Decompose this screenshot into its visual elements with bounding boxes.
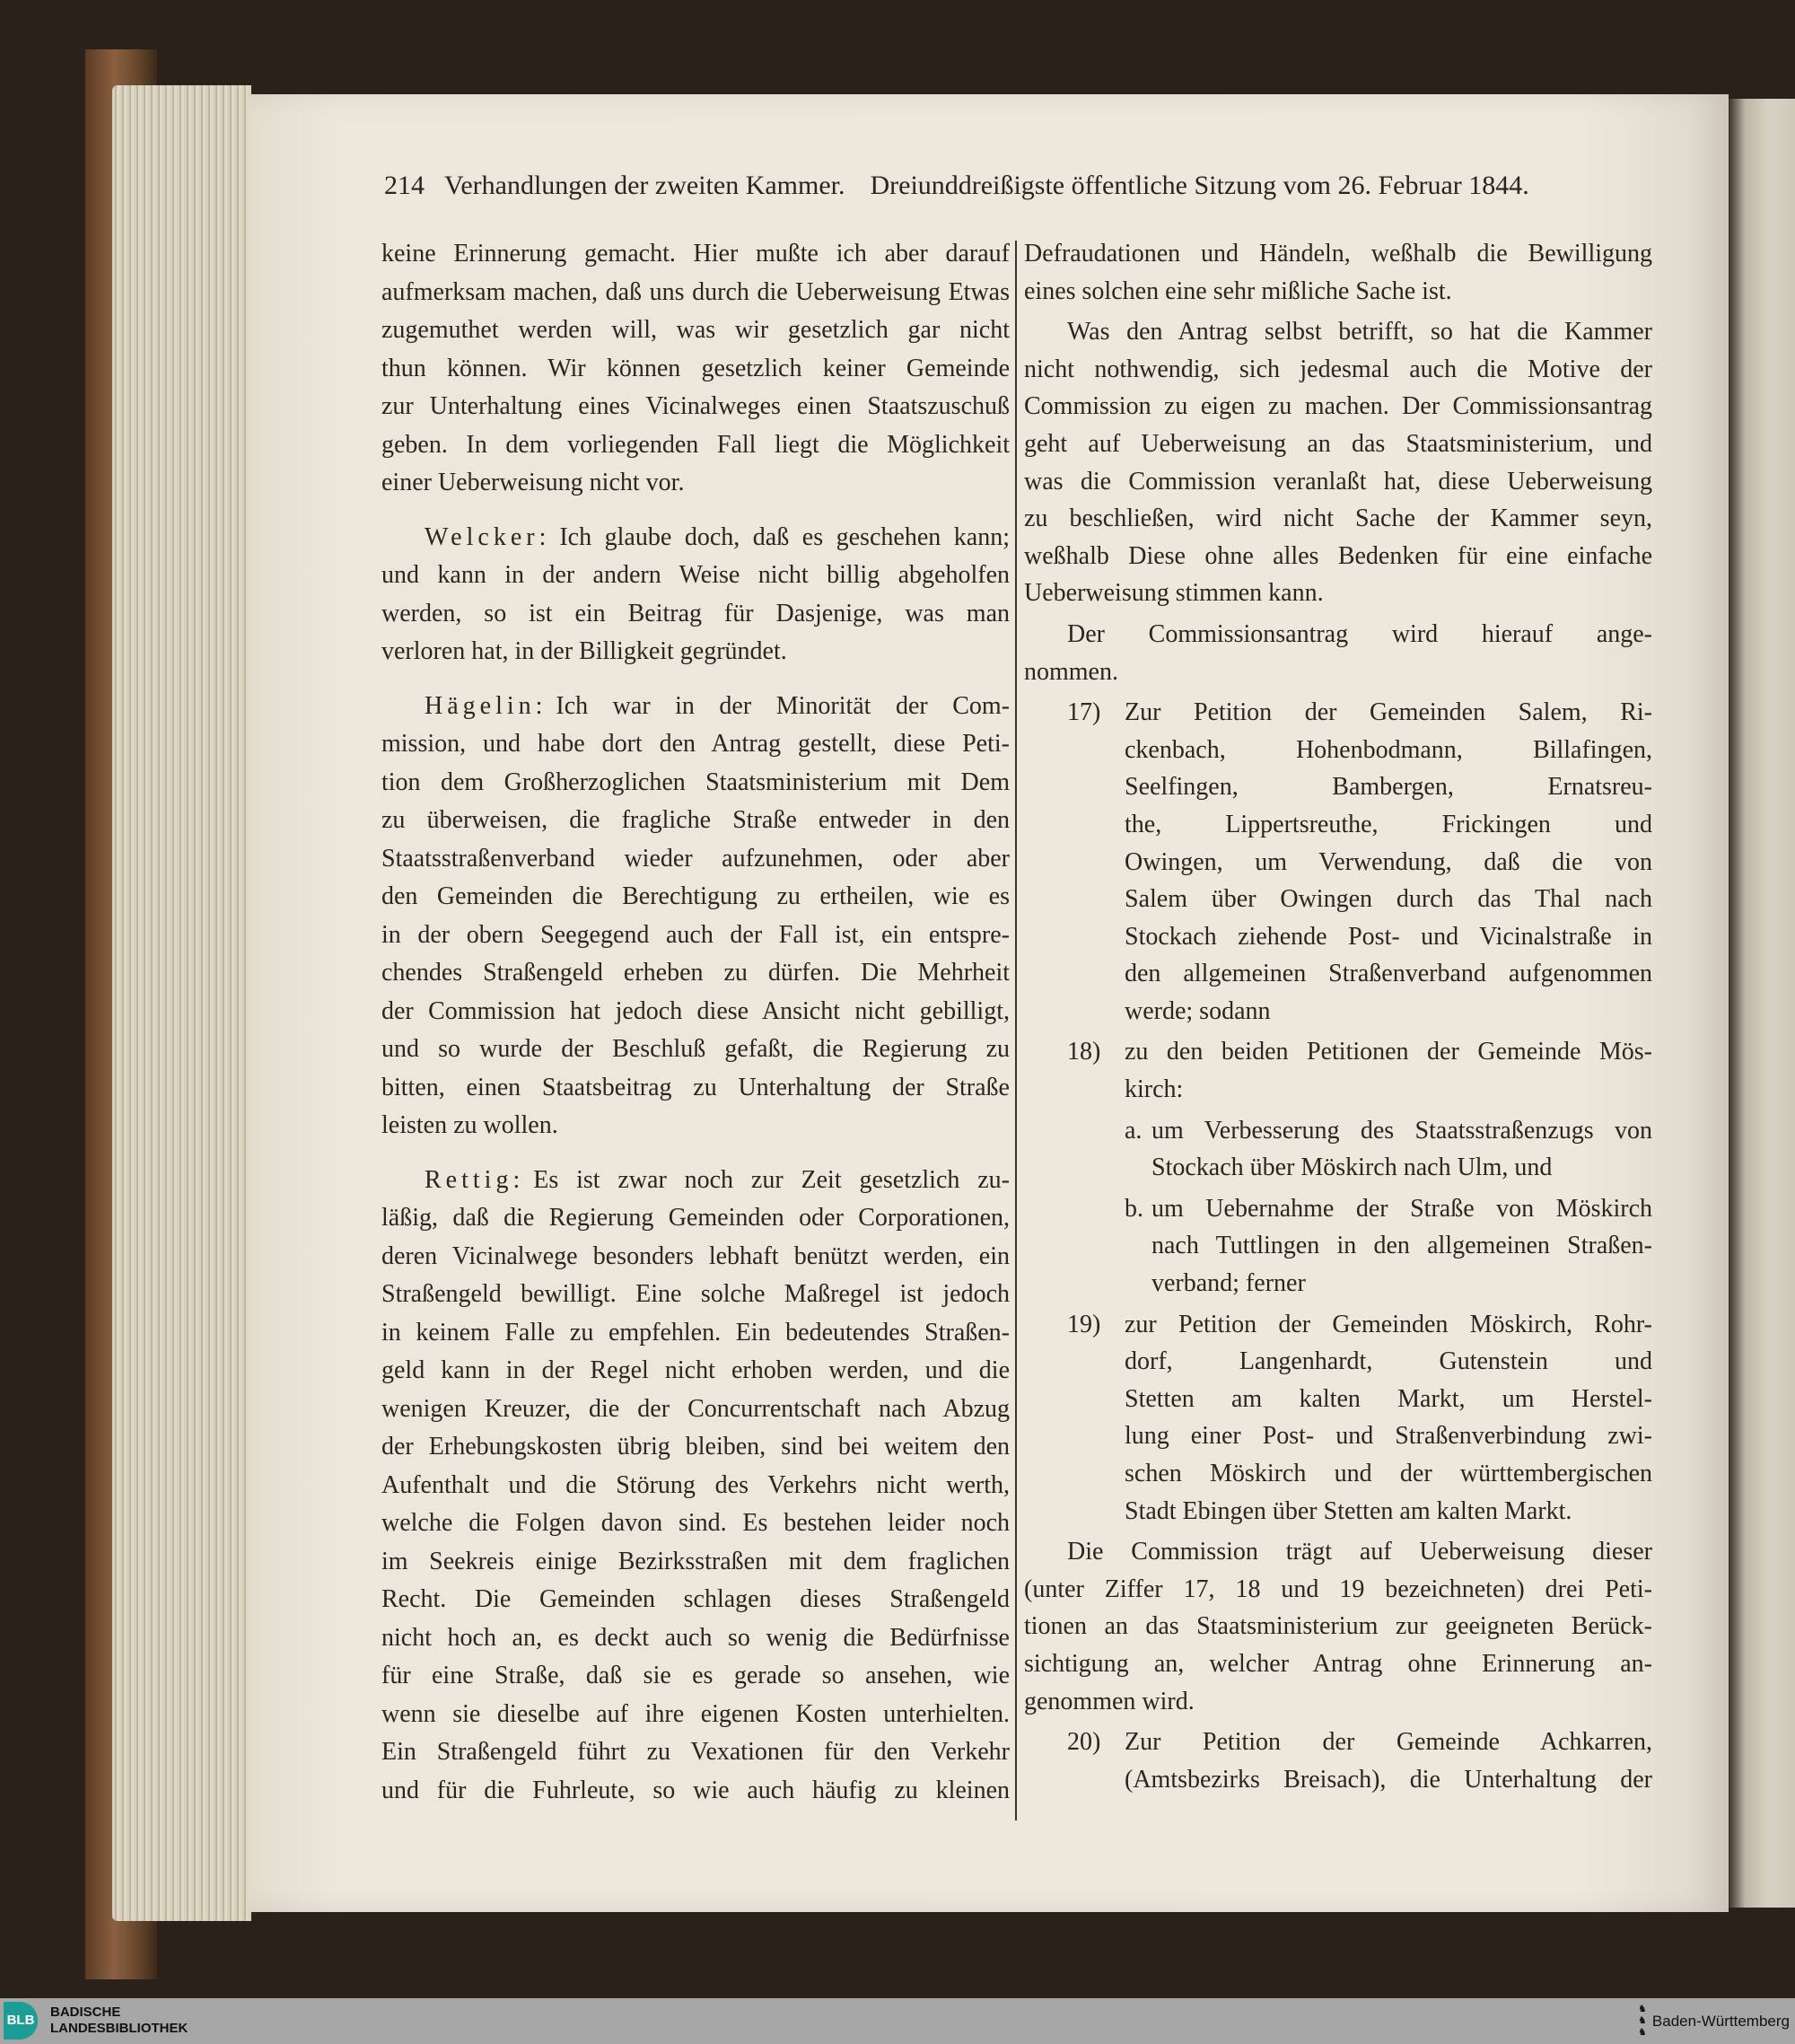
text-line: einer Ueberweisung nicht vor.	[381, 469, 685, 496]
text-line: wenigen Kreuzer, die der Concurrentschaft nach Abzug	[381, 1394, 1010, 1423]
text-line: lung einer Post- und Straßenverbindung zwi-	[1125, 1422, 1652, 1451]
text-line: nommen.	[1024, 657, 1118, 686]
text-line: Owingen, um Verwendung, daß die von	[1125, 847, 1652, 876]
text-line: in keinem Falle zu empfehlen. Ein bedeutendes Straßen-	[381, 1318, 1010, 1347]
item-label: 20)	[1067, 1728, 1101, 1757]
text-line: Recht. Die Gemeinden schlagen dieses Straßengeld	[381, 1585, 1010, 1613]
paragraph	[1024, 1533, 1652, 1720]
text-line: keine Erinnerung gemacht. Hier mußte ich aber darauf	[381, 240, 1010, 268]
page-edges	[112, 85, 251, 1921]
library-name-line-1: BADISCHE	[50, 2005, 121, 2020]
text-line: im Seekreis einige Bezirksstraßen mit dem fraglichen	[381, 1547, 1010, 1575]
state-logo[interactable]	[1638, 2004, 1790, 2039]
text-line: zugemuthet werden will, was wir gesetzlich gar nicht	[381, 316, 1010, 344]
text-line: deren Vicinalwege besonders lebhaft benützt werden, ein	[381, 1241, 1010, 1270]
text-line: verband; ferner	[1151, 1269, 1306, 1298]
text-line: Die Commission trägt auf Ueberweisung dieser	[1067, 1538, 1652, 1566]
text-line: und für die Fuhrleute, so wie auch häufig zu kleinen	[381, 1776, 1010, 1804]
text-line: zu beschließen, wird nicht Sache der Kammer seyn,	[1024, 504, 1652, 533]
paragraph	[381, 688, 1010, 1145]
numbered-item	[1024, 1306, 1652, 1531]
page-number: 214	[384, 171, 425, 200]
right-column	[1024, 235, 1652, 1802]
paragraph	[381, 519, 1010, 671]
text-line: verloren hat, in der Billigkeit gegründet.	[381, 637, 787, 665]
text-line: nach Tuttlingen in den allgemeinen Straßen-	[1151, 1232, 1652, 1260]
text-line: Ein Straßengeld führt zu Vexationen für den Verkehr	[381, 1738, 1010, 1766]
text-line: Zur Petition der Gemeinde Achkarren,	[1125, 1728, 1652, 1757]
text-line: thun können. Wir können gesetzlich keiner Gemeinde	[381, 354, 1010, 382]
text-line: nicht nothwendig, sich jedesmal auch die Motive der	[1024, 355, 1652, 383]
line-text: Ich glaube doch, daß es geschehen kann;	[559, 522, 1010, 551]
text-line: für eine Straße, daß sie es gerade so ansehen, wie	[381, 1662, 1010, 1689]
text-line: der Erhebungskosten übrig bleiben, sind bei weitem den	[381, 1433, 1010, 1461]
text-line: leisten zu wollen.	[381, 1111, 558, 1139]
text-line: werden, so ist ein Beitrag für Dasjenige, was man	[381, 599, 1010, 627]
running-header	[384, 171, 1580, 201]
line-text: Ich war in der Minorität der Com-	[556, 691, 1010, 720]
state-name: Baden-Württemberg	[1651, 2012, 1790, 2030]
text-line: geht auf Ueberweisung an das Staatsministerium, und	[1024, 429, 1652, 458]
text-line: Stetten am kalten Markt, um Herstel-	[1125, 1384, 1652, 1413]
text-line: ckenbach, Hohenbodmann, Billafingen,	[1125, 735, 1652, 764]
text-line: mission, und habe dort den Antrag gestellt, diese Peti-	[381, 730, 1010, 758]
text-line: was die Commission veranlaßt hat, diese Ueberweisung	[1024, 467, 1652, 496]
text-line: nicht hoch an, es deckt auch so wenig die Bedürfnisse	[381, 1623, 1010, 1652]
speaker-name: Rettig:	[425, 1165, 525, 1194]
text-line: und kann in der andern Weise nicht billig abgeholfen	[381, 561, 1010, 589]
text-line: um Verbesserung des Staatsstraßenzugs von	[1151, 1116, 1652, 1145]
header-session: Dreiunddreißigste öffentliche Sitzung vom 26. Februar 1844.	[870, 171, 1529, 200]
text-line: geben. In dem vorliegenden Fall liegt die Möglichkeit	[381, 430, 1010, 459]
text-line: Zur Petition der Gemeinden Salem, Ri-	[1125, 698, 1652, 727]
text-line: zur Petition der Gemeinden Möskirch, Rohr-	[1125, 1310, 1652, 1338]
text-line: tion dem Großherzoglichen Staatsministerium mit Dem	[381, 768, 1010, 796]
speaker-name: Welcker:	[425, 522, 551, 551]
text-line: welche die Folgen davon sind. Es bestehen leider noch	[381, 1509, 1010, 1537]
text-line: und so wurde der Beschluß gefaßt, die Regierung zu	[381, 1035, 1010, 1063]
facing-page-edge	[1729, 99, 1795, 1908]
library-name-line-2: LANDESBIBLIOTHEK	[50, 2021, 188, 2036]
paragraph	[381, 1162, 1010, 1811]
text-line: wenn sie dieselbe auf ihre eigenen Kosten unterhielten.	[381, 1699, 1010, 1728]
text-line: um Uebernahme der Straße von Möskirch	[1151, 1194, 1652, 1223]
text-line: Seelfingen, Bambergen, Ernatsreu-	[1125, 773, 1652, 802]
item-label: 18)	[1067, 1038, 1101, 1066]
item-label: 17)	[1067, 698, 1101, 727]
text-line: dorf, Langenhardt, Gutenstein und	[1125, 1347, 1652, 1376]
text-line	[381, 1162, 1010, 1200]
text-line	[381, 688, 1010, 726]
text-line: Ueberweisung stimmen kann.	[1024, 579, 1324, 608]
text-line: sichtigung an, welcher Antrag ohne Erinnerung an-	[1024, 1649, 1652, 1678]
text-line: Stadt Ebingen über Stetten am kalten Markt.	[1125, 1496, 1572, 1525]
line-text: Es ist zwar noch zur Zeit gesetzlich zu-	[533, 1165, 1010, 1194]
item-label: a.	[1125, 1116, 1143, 1145]
numbered-item	[1024, 1033, 1652, 1108]
paragraph	[1024, 313, 1652, 612]
text-line: tionen an das Staatsministerium zur geeigneten Berück-	[1024, 1612, 1652, 1641]
text-line: zu den beiden Petitionen der Gemeinde Mös-	[1125, 1038, 1652, 1066]
column-divider	[1015, 241, 1017, 1820]
text-line: geld kann in der Regel nicht erhoben werden, und die	[381, 1356, 1010, 1384]
text-line: den allgemeinen Straßenverband aufgenommen	[1125, 960, 1652, 988]
text-line: (Amtsbezirks Breisach), die Unterhaltung der	[1125, 1765, 1652, 1794]
text-line: Stockach über Möskirch nach Ulm, und	[1151, 1154, 1553, 1182]
text-line: läßig, daß die Regierung Gemeinden oder Corporationen,	[381, 1204, 1010, 1232]
sub-item	[1024, 1190, 1652, 1303]
text-line: Stockach ziehende Post- und Vicinalstraße in	[1125, 922, 1652, 951]
blb-logo-icon[interactable]: BLB	[4, 2002, 38, 2040]
text-line: Straßengeld bewilligt. Eine solche Maßregel ist jedoch	[381, 1280, 1010, 1308]
text-line: schen Möskirch und der württembergischen	[1125, 1460, 1652, 1487]
text-line: the, Lippertsreuthe, Frickingen und	[1125, 810, 1652, 838]
item-label: 19)	[1067, 1310, 1101, 1338]
footer-bar	[0, 1998, 1795, 2044]
text-line	[381, 519, 1010, 557]
text-line: bitten, einen Staatsbeitrag zu Unterhaltung der Straße	[381, 1073, 1010, 1101]
text-line: in der obern Seegegend auch der Fall ist, ein entspre-	[381, 920, 1010, 949]
text-line: Was den Antrag selbst betrifft, so hat die Kammer	[1067, 318, 1652, 347]
text-line: weßhalb Diese ohne alles Bedenken für eine einfache	[1024, 541, 1652, 570]
speaker-name: Hägelin:	[425, 691, 547, 720]
text-line: zur Unterhaltung eines Vicinalweges einen Staatszuschuß	[381, 392, 1010, 420]
text-line: aufmerksam machen, daß uns durch die Ueberweisung Etwas	[381, 277, 1010, 306]
paragraph	[1024, 235, 1652, 310]
library-name[interactable]	[50, 2005, 188, 2037]
text-line: chendes Straßengeld erheben zu dürfen. Die Mehrheit	[381, 959, 1010, 987]
text-line: kirch:	[1125, 1075, 1184, 1104]
paragraph	[381, 235, 1010, 503]
header-title: Verhandlungen der zweiten Kammer.	[444, 171, 845, 200]
text-line: (unter Ziffer 17, 18 und 19 bezeichneten) drei Peti-	[1024, 1575, 1652, 1603]
text-line: Aufenthalt und die Störung des Verkehrs nicht werth,	[381, 1470, 1010, 1499]
paragraph	[1024, 616, 1652, 690]
text-line: Commission zu eigen zu machen. Der Commissionsantrag	[1024, 392, 1652, 421]
text-line: der Commission hat jedoch diese Ansicht nicht gebilligt,	[381, 996, 1010, 1025]
text-line: werde; sodann	[1125, 996, 1271, 1025]
sub-item	[1024, 1112, 1652, 1187]
text-line: genommen wird.	[1024, 1687, 1195, 1715]
numbered-item	[1024, 694, 1652, 1030]
text-line: Defraudationen und Händeln, weßhalb die Bewilligung	[1024, 240, 1652, 268]
three-lions-icon: ♞ ♞ ♞	[1638, 2004, 1647, 2038]
text-line: zu überweisen, die fragliche Straße entweder in den	[381, 806, 1010, 834]
item-label: b.	[1125, 1194, 1143, 1223]
left-column	[381, 235, 1010, 1826]
text-line: den Gemeinden die Berechtigung zu ertheilen, wie es	[381, 882, 1010, 910]
text-line: eines solchen eine sehr mißliche Sache ist.	[1024, 276, 1452, 305]
text-line: Der Commissionsantrag wird hierauf ange-	[1067, 619, 1652, 648]
text-line: Salem über Owingen durch das Thal nach	[1125, 885, 1652, 914]
text-line: Staatsstraßenverband wieder aufzunehmen, oder aber	[381, 844, 1010, 873]
numbered-item	[1024, 1724, 1652, 1798]
